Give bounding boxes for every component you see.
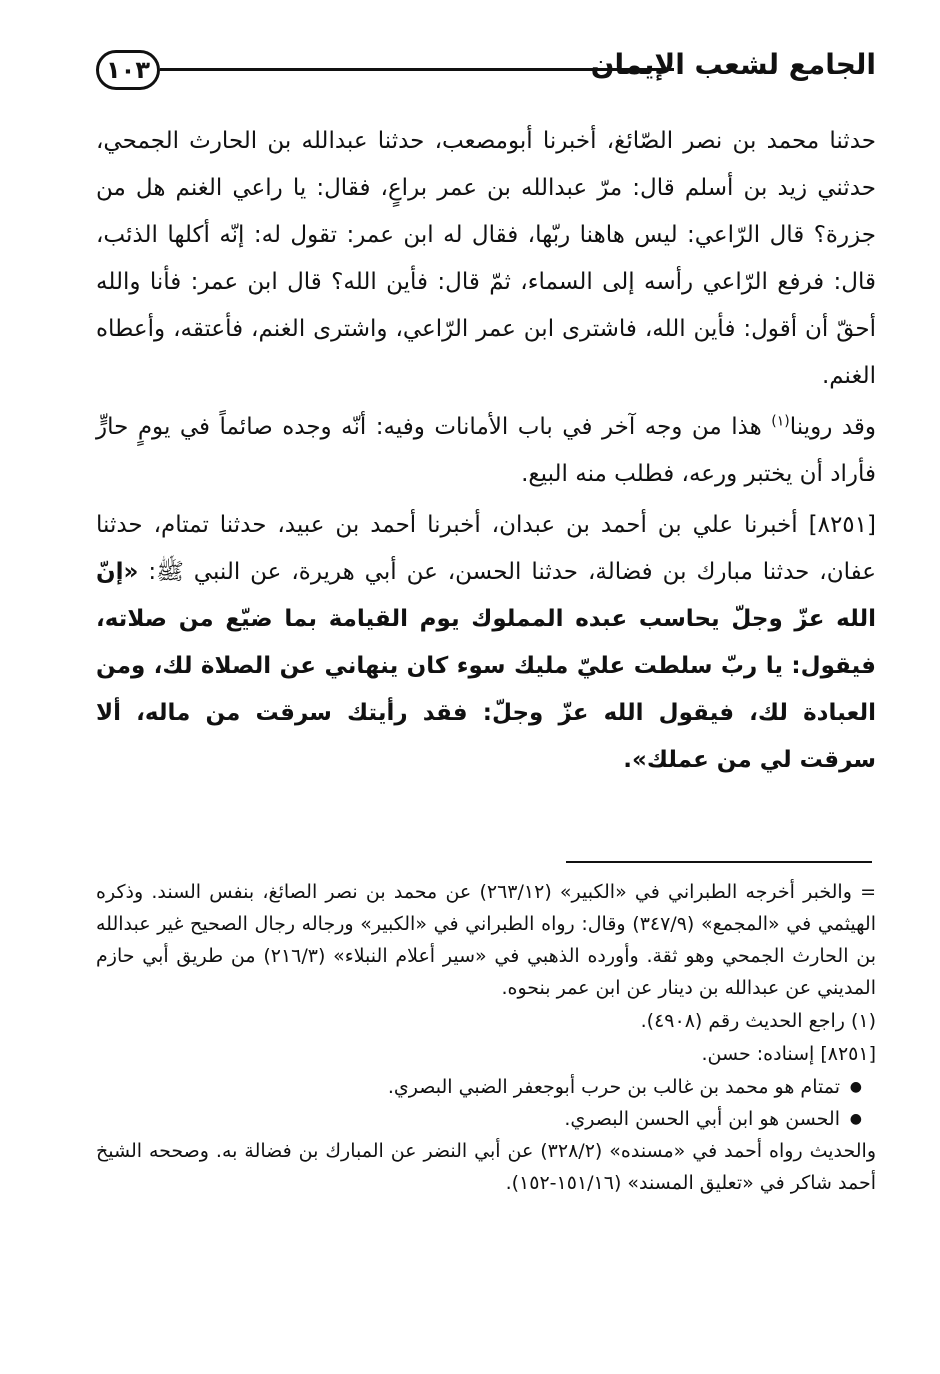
page-header [96, 42, 876, 102]
isnad-note: [٨٢٥١] إسناده: حسن. [701, 1043, 876, 1065]
paragraph-1: حدثنا محمد بن نصر الصّائغ، أخبرنا أبومصعب، حدثنا عبدالله بن الحارث الجمحي، حدثني زيد بن أسلم قال: مرّ عبدالله بن عمر براعٍ، فقال: يا راعي الغنم هل من جزرة؟ قال الرّاعي: ليس هاهنا ربّها، فقال له ابن عمر: تقول له: إنّه أكلها الذئب، قال: فرفع الرّاعي رأسه إلى السماء، ثمّ قال: فأين الله؟ قال ابن عمر: فأنا والله أحقّ أن أقول: فأين الله، فاشترى ابن عمر الرّاعي، واشترى الغنم، فأعتقه، وأعطاه الغنم. [96, 128, 876, 389]
closing-note: والحديث رواه أحمد في «مسنده» (٣٢٨/٢) عن أبي النضر عن المبارك بن فضالة به. وصححه الشيخ أحمد شاكر في «تعليق المسند» (١٥١/١٦-١٥٢). [96, 1140, 876, 1194]
paragraph-3 [96, 502, 876, 784]
running-title: الجامع لشعب الإيمان [590, 48, 876, 81]
page-number: ١٠٣ [96, 50, 160, 90]
main-text [96, 118, 876, 788]
narrator-item: ● الحسن هو ابن أبي الحسن البصري. [96, 1103, 840, 1135]
narrator-item: ● تمتام هو محمد بن غالب بن حرب أبوجعفر الضبي البصري. [96, 1071, 840, 1103]
narrator-list [96, 1071, 876, 1135]
footnote-ref-1: (١) [771, 413, 790, 430]
hadith-isnad: [٨٢٥١] أخبرنا علي بن أحمد بن عبدان، أخبرنا أحمد بن عبيد، حدثنا تمتام، حدثنا عفان، حدثنا مبارك بن فضالة، حدثنا الحسن، عن أبي هريرة، عن النبي ﷺ: [96, 512, 876, 585]
paragraph-2-rest: هذا من وجه آخر في باب الأمانات وفيه: أنّه وجده صائماً في يومٍ حارٍّ فأراد أن يختبر ورعه، فطلب منه البيع. [96, 414, 876, 487]
footnote-1: (١) راجع الحديث رقم (٤٩٠٨). [640, 1010, 876, 1032]
footnotes [96, 876, 876, 1200]
paragraph-2 [96, 404, 876, 498]
paragraph-2-text: وقد روينا [789, 414, 876, 440]
footnote-continuation: = والخبر أخرجه الطبراني في «الكبير» (٢٦٣/١٢) عن محمد بن نصر الصائغ، بنفس السند. وذكره الهيثمي في «المجمع» (٣٤٧/٩) وقال: رواه الطبراني في «الكبير» ورجاله رجال الصحيح غير عبدالله بن الحارث الجمحي وهو ثقة. وأورده الذهبي في «سير أعلام النبلاء» (٢١٦/٣) من طريق أبي حازم المديني عن عبدالله بن دينار عن ابن عمر بنحوه. [96, 881, 877, 999]
hadith-matn: «إنّ الله عزّ وجلّ يحاسب عبده المملوك يوم القيامة بما ضيّع من صلاته، فيقول: يا ربّ سلطت عليّ مليك سوء كان ينهاني عن الصلاة لك، ومن العبادة لك، فيقول الله عزّ وجلّ: فقد رأيتك سرقت من ماله، ألا سرقت لي من عملك». [96, 559, 876, 773]
footnote-separator [566, 861, 872, 863]
